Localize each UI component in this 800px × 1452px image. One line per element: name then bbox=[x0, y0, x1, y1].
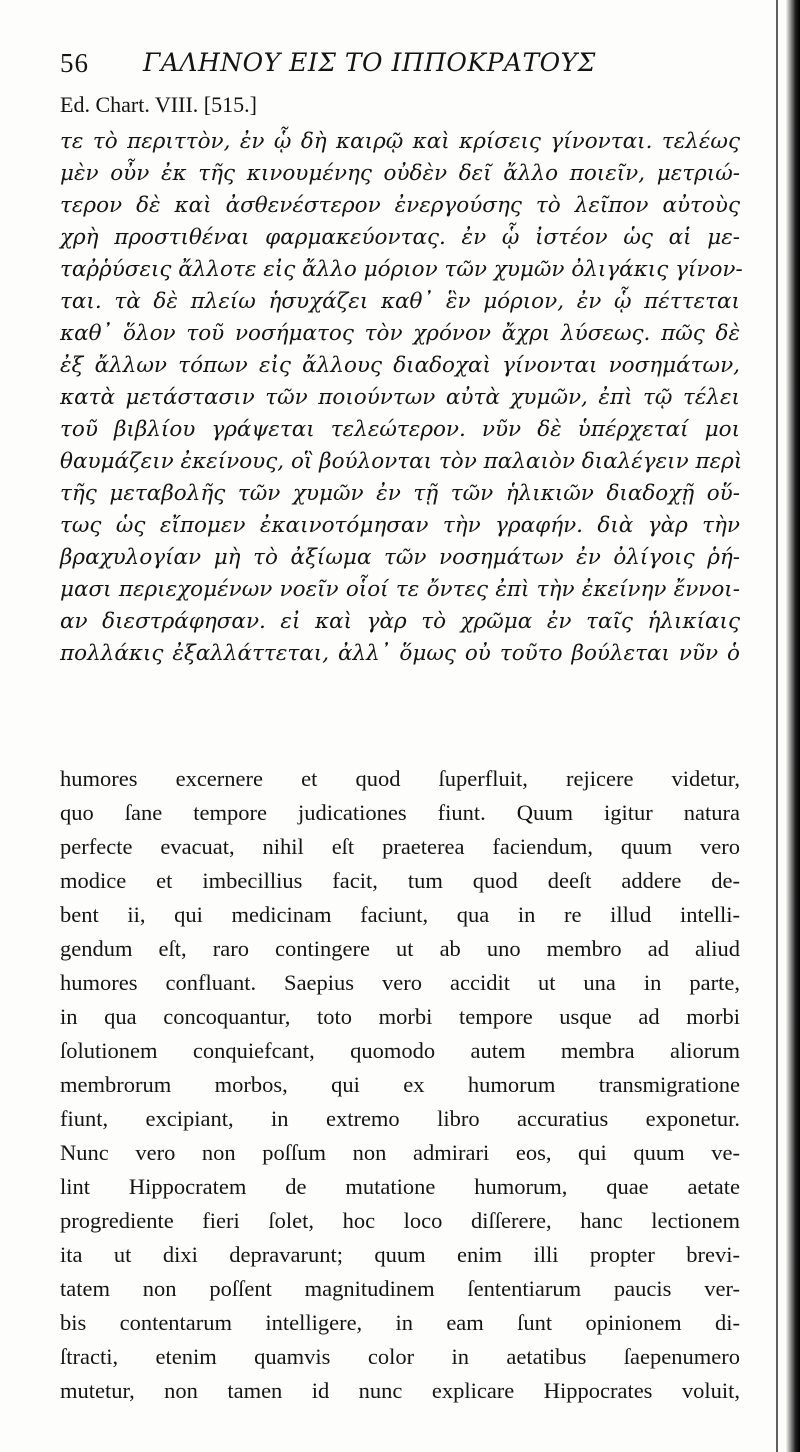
greek-line: κατὰ μετάστασιν τῶν ποιούντων αὐτὰ χυμῶν, ἐπὶ τῷ τέλει bbox=[60, 385, 740, 410]
greek-line: βραχυλογίαν μὴ τὸ ἀξίωμα τῶν νοσημάτων ἐν ὀλίγοις ῥή- bbox=[60, 545, 740, 570]
latin-line: gendum eſt, raro contingere ut ab uno membro ad aliud bbox=[60, 936, 740, 961]
latin-line: perfecte evacuat, nihil eſt praeterea faciendum, quum vero bbox=[60, 834, 740, 859]
greek-line: ταῤῥύσεις ἄλλοτε εἰς ἄλλο μόριον τῶν χυμῶν ὀλιγάκις γίνον- bbox=[60, 257, 743, 282]
greek-line: καθ᾽ ὅλον τοῦ νοσήματος τὸν χρόνον ἄχρι λύσεως. πῶς δὲ bbox=[60, 321, 740, 346]
running-title: ΓΑΛΗΝΟΥ ΕΙΣ ΤΟ ΙΠΠΟΚΡΑΤΟΥΣ bbox=[143, 48, 596, 77]
greek-line: τε τὸ περιττὸν, ἐν ᾧ δὴ καιρῷ καὶ κρίσεις γίνονται. τελέως bbox=[60, 129, 740, 154]
latin-line: bis contentarum intelligere, in eam ſunt opinionem di- bbox=[60, 1310, 740, 1335]
latin-line: mutetur, non tamen id nunc explicare Hippocrates voluit, bbox=[60, 1378, 740, 1403]
greek-text-block bbox=[60, 126, 743, 670]
greek-line: θαυμάζειν ἐκείνους, οἳ βούλονται τὸν παλαιὸν διαλέγειν περὶ bbox=[60, 449, 743, 474]
edition-reference: Ed. Chart. VIII. [515.] bbox=[60, 92, 257, 117]
greek-line: μασι περιεχομένων νοεῖν οἷοί τε ὄντες ἐπὶ τὴν ἐκείνην ἔννοι- bbox=[60, 577, 740, 602]
latin-line: ſolutionem conquiefcant, quomodo autem membra aliorum bbox=[60, 1038, 740, 1063]
greek-line: αν διεστράφησαν. εἰ καὶ γὰρ τὸ χρῶμα ἐν ταῖς ἡλικίαις bbox=[60, 609, 740, 634]
greek-line: ἐξ ἄλλων τόπων εἰς ἄλλους διαδοχαὶ γίνονται νοσημάτων, bbox=[60, 353, 740, 378]
greek-line: τῆς μεταβολῆς τῶν χυμῶν ἐν τῇ τῶν ἡλικιῶν διαδοχῇ οὕ- bbox=[60, 481, 740, 506]
page-header bbox=[60, 48, 740, 88]
page-number: 56 bbox=[60, 48, 89, 78]
latin-line: lint Hippocratem de mutatione humorum, quae aetate bbox=[60, 1174, 740, 1199]
latin-line: membrorum morbos, qui ex humorum transmigratione bbox=[60, 1072, 740, 1097]
greek-line: ται. τὰ δὲ πλείω ἡσυχάζει καθ᾽ ἓν μόριον, ἐν ᾧ πέττεται bbox=[60, 289, 740, 314]
latin-text-block bbox=[60, 762, 740, 1408]
greek-line: τοῦ βιβλίου γράψεται τελεώτερον. νῦν δὲ ὑπέρχεταί μοι bbox=[60, 417, 740, 442]
latin-line: tatem non poſſent magnitudinem ſententiarum paucis ver- bbox=[60, 1276, 740, 1301]
latin-line: humores excernere et quod ſuperfluit, rejicere videtur, bbox=[60, 766, 740, 791]
latin-line: quo ſane tempore judicationes fiunt. Quum igitur natura bbox=[60, 800, 740, 825]
latin-line: modice et imbecillius facit, tum quod deeſt addere de- bbox=[60, 868, 740, 893]
latin-line: humores confluant. Saepius vero accidit ut una in parte, bbox=[60, 970, 740, 995]
latin-line: Nunc vero non poſſum non admirari eos, qui quum ve- bbox=[60, 1140, 740, 1165]
greek-line: χρὴ προστιθέναι φαρμακεύοντας. ἐν ᾧ ἰστέον ὡς αἱ με- bbox=[60, 225, 740, 250]
greek-line: μὲν οὖν ἐκ τῆς κινουμένης οὐδὲν δεῖ ἄλλο ποιεῖν, μετριώ- bbox=[60, 161, 740, 186]
latin-line: progrediente fieri ſolet, hoc loco diſſerere, hanc lectionem bbox=[60, 1208, 740, 1233]
latin-line: in qua concoquantur, toto morbi tempore usque ad morbi bbox=[60, 1004, 740, 1029]
latin-line: ita ut dixi depravarunt; quum enim illi propter brevi- bbox=[60, 1242, 740, 1267]
latin-line: ſtracti, etenim quamvis color in aetatibus ſaepenumero bbox=[60, 1344, 740, 1369]
page-edge bbox=[786, 0, 800, 1452]
greek-line: τως ὡς εἴπομεν ἐκαινοτόμησαν τὴν γραφήν. διὰ γὰρ τὴν bbox=[60, 513, 740, 538]
greek-line: τερον δὲ καὶ ἀσθενέστερον ἐνεργούσης τὸ λεῖπον αὐτοὺς bbox=[60, 193, 740, 218]
latin-line: fiunt, excipiant, in extremo libro accuratius exponetur. bbox=[60, 1106, 740, 1131]
page-gutter-shadow bbox=[776, 0, 778, 1452]
greek-line: πολλάκις ἐξαλλάττεται, ἀλλ᾽ ὅμως οὐ τοῦτο βούλεται νῦν ὁ bbox=[60, 641, 740, 666]
latin-line: bent ii, qui medicinam faciunt, qua in re illud intelli- bbox=[60, 902, 740, 927]
